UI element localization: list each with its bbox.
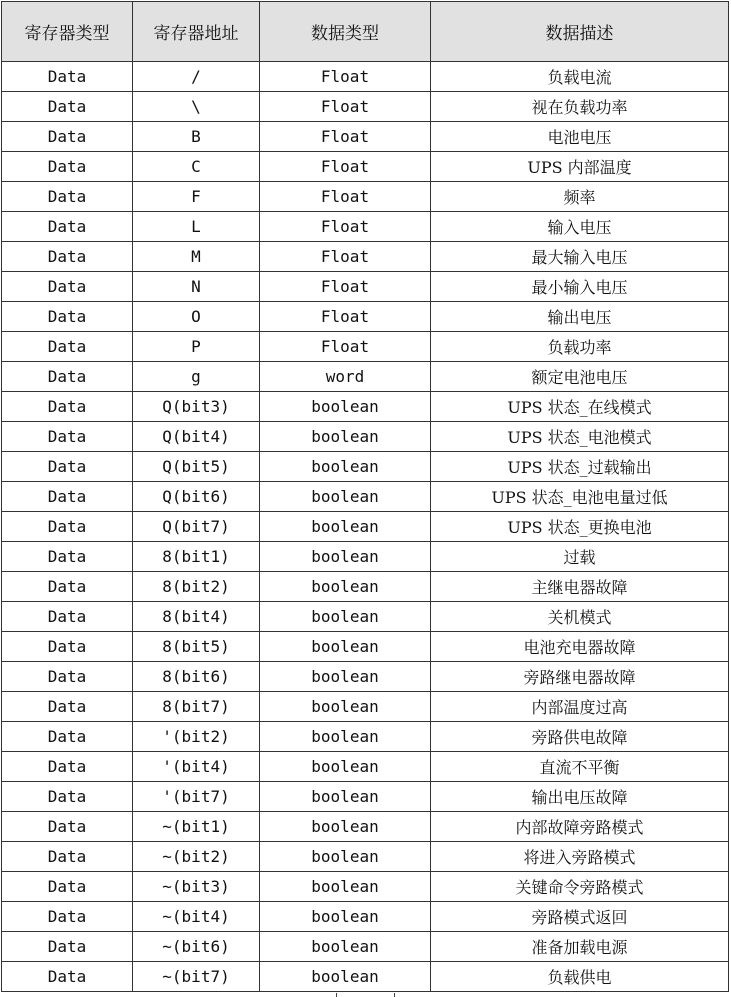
table-row [2,872,729,902]
cell-register-address: \ [133,92,260,122]
cell-data-type: boolean [260,692,431,722]
cell-register-address: 8(bit5) [133,632,260,662]
cell-data-type: boolean [260,512,431,542]
cell-data-type: boolean [260,842,431,872]
header-data-type: 数据类型 [260,2,431,62]
table-row [2,842,729,872]
page-edge-mark-left [336,993,337,997]
cell-register-type: Data [2,152,133,182]
cell-register-type: Data [2,452,133,482]
cell-data-description: 最小输入电压 [431,272,729,302]
table-row [2,302,729,332]
cell-data-description: 负载电流 [431,62,729,92]
cell-register-address: 8(bit6) [133,662,260,692]
header-register-address: 寄存器地址 [133,2,260,62]
table-row [2,272,729,302]
table-row [2,692,729,722]
table-row [2,62,729,92]
table-row [2,962,729,992]
cell-register-address: Q(bit6) [133,482,260,512]
cell-data-description: 旁路供电故障 [431,722,729,752]
table-row [2,362,729,392]
cell-data-description: 最大输入电压 [431,242,729,272]
cell-register-type: Data [2,812,133,842]
table-row [2,572,729,602]
cell-data-description: 直流不平衡 [431,752,729,782]
cell-register-address: B [133,122,260,152]
cell-data-description: 关键命令旁路模式 [431,872,729,902]
cell-data-description: UPS 内部温度 [431,152,729,182]
cell-data-type: Float [260,92,431,122]
cell-data-type: boolean [260,602,431,632]
cell-register-address: ~(bit7) [133,962,260,992]
cell-data-type: boolean [260,782,431,812]
cell-data-description: UPS 状态_过载输出 [431,452,729,482]
cell-data-description: 负载供电 [431,962,729,992]
cell-data-type: boolean [260,632,431,662]
cell-register-address: L [133,212,260,242]
table-row [2,632,729,662]
cell-register-address: '(bit2) [133,722,260,752]
table-row [2,512,729,542]
cell-register-type: Data [2,302,133,332]
cell-register-type: Data [2,182,133,212]
table-row [2,542,729,572]
cell-register-type: Data [2,782,133,812]
cell-data-type: boolean [260,902,431,932]
table-row [2,482,729,512]
cell-register-type: Data [2,362,133,392]
cell-register-address: 8(bit1) [133,542,260,572]
page-edge-mark-right [394,993,395,997]
cell-register-address: '(bit4) [133,752,260,782]
cell-data-type: boolean [260,812,431,842]
cell-data-description: 输出电压 [431,302,729,332]
cell-data-description: 关机模式 [431,602,729,632]
cell-data-type: Float [260,272,431,302]
cell-data-type: Float [260,122,431,152]
cell-register-address: / [133,62,260,92]
cell-register-type: Data [2,272,133,302]
cell-data-description: 负载功率 [431,332,729,362]
cell-register-type: Data [2,572,133,602]
cell-register-type: Data [2,122,133,152]
table-row [2,902,729,932]
cell-register-address: 8(bit7) [133,692,260,722]
cell-register-address: N [133,272,260,302]
cell-data-type: Float [260,62,431,92]
table-row [2,242,729,272]
cell-register-type: Data [2,542,133,572]
cell-data-description: 视在负载功率 [431,92,729,122]
cell-register-address: ~(bit4) [133,902,260,932]
cell-register-type: Data [2,692,133,722]
table-row [2,782,729,812]
table-row [2,422,729,452]
cell-register-type: Data [2,962,133,992]
cell-data-description: UPS 状态_电池模式 [431,422,729,452]
cell-data-type: boolean [260,422,431,452]
cell-register-address: ~(bit3) [133,872,260,902]
cell-data-description: 电池充电器故障 [431,632,729,662]
cell-data-description: 内部温度过高 [431,692,729,722]
table-row [2,452,729,482]
cell-register-address: M [133,242,260,272]
table-row [2,122,729,152]
cell-register-type: Data [2,902,133,932]
table-row [2,602,729,632]
cell-data-description: 输出电压故障 [431,782,729,812]
table-body [2,62,729,992]
cell-register-address: ~(bit1) [133,812,260,842]
cell-register-address: C [133,152,260,182]
cell-register-type: Data [2,92,133,122]
cell-register-type: Data [2,932,133,962]
header-data-description: 数据描述 [431,2,729,62]
cell-register-address: 8(bit4) [133,602,260,632]
table-row [2,752,729,782]
cell-data-description: 内部故障旁路模式 [431,812,729,842]
table-header [2,2,729,62]
cell-data-description: 频率 [431,182,729,212]
cell-data-type: boolean [260,572,431,602]
cell-register-type: Data [2,512,133,542]
cell-register-type: Data [2,752,133,782]
cell-register-type: Data [2,722,133,752]
table-row [2,392,729,422]
cell-data-description: UPS 状态_更换电池 [431,512,729,542]
cell-data-type: boolean [260,752,431,782]
table-row [2,212,729,242]
cell-data-description: 旁路模式返回 [431,902,729,932]
cell-data-description: UPS 状态_电池电量过低 [431,482,729,512]
cell-data-description: 主继电器故障 [431,572,729,602]
cell-data-type: boolean [260,722,431,752]
cell-data-description: UPS 状态_在线模式 [431,392,729,422]
cell-data-type: word [260,362,431,392]
header-register-type: 寄存器类型 [2,2,133,62]
cell-register-type: Data [2,242,133,272]
cell-register-address: F [133,182,260,212]
cell-register-address: P [133,332,260,362]
cell-data-description: 准备加载电源 [431,932,729,962]
cell-data-type: Float [260,242,431,272]
cell-register-type: Data [2,422,133,452]
cell-register-type: Data [2,392,133,422]
cell-data-type: Float [260,152,431,182]
table-row [2,152,729,182]
cell-data-type: boolean [260,872,431,902]
cell-data-type: boolean [260,662,431,692]
table-row [2,932,729,962]
cell-data-description: 输入电压 [431,212,729,242]
cell-register-type: Data [2,482,133,512]
table-row [2,92,729,122]
cell-register-type: Data [2,632,133,662]
cell-register-address: ~(bit6) [133,932,260,962]
cell-data-type: boolean [260,482,431,512]
cell-register-address: O [133,302,260,332]
cell-register-type: Data [2,332,133,362]
cell-register-address: 8(bit2) [133,572,260,602]
cell-register-address: Q(bit5) [133,452,260,482]
cell-data-type: boolean [260,932,431,962]
cell-data-type: Float [260,302,431,332]
cell-data-type: boolean [260,392,431,422]
cell-data-type: Float [260,332,431,362]
cell-register-address: Q(bit7) [133,512,260,542]
cell-data-description: 旁路继电器故障 [431,662,729,692]
cell-data-type: boolean [260,962,431,992]
table-row [2,662,729,692]
cell-register-address: Q(bit3) [133,392,260,422]
cell-register-type: Data [2,842,133,872]
cell-register-type: Data [2,662,133,692]
table-row [2,722,729,752]
cell-data-description: 过载 [431,542,729,572]
cell-data-description: 额定电池电压 [431,362,729,392]
cell-register-type: Data [2,62,133,92]
cell-register-address: g [133,362,260,392]
cell-register-address: '(bit7) [133,782,260,812]
table-row [2,332,729,362]
cell-data-description: 电池电压 [431,122,729,152]
cell-data-type: Float [260,212,431,242]
header-row [2,2,729,62]
cell-data-type: boolean [260,452,431,482]
cell-data-description: 将进入旁路模式 [431,842,729,872]
cell-register-type: Data [2,212,133,242]
cell-register-type: Data [2,602,133,632]
cell-register-type: Data [2,872,133,902]
cell-register-address: ~(bit2) [133,842,260,872]
table-row [2,812,729,842]
table-row [2,182,729,212]
cell-data-type: boolean [260,542,431,572]
register-table [1,1,729,992]
cell-data-type: Float [260,182,431,212]
cell-register-address: Q(bit4) [133,422,260,452]
